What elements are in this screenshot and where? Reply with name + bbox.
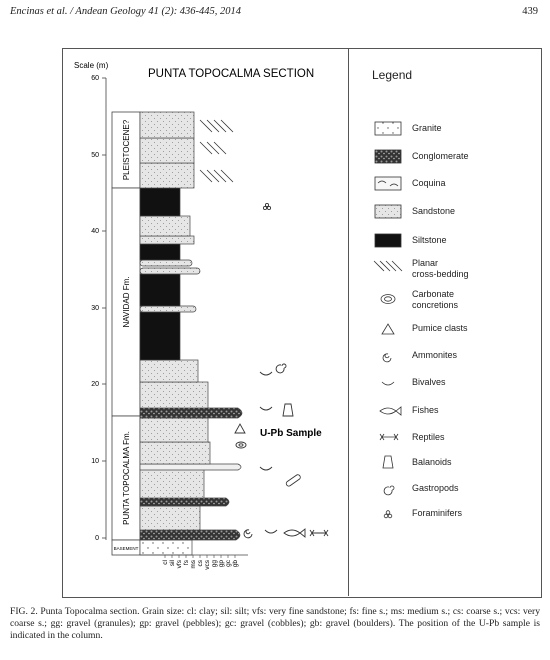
scale-ticks	[91, 75, 106, 542]
unit-label-punta-topocalma: PUNTA TOPOCALMA Fm.	[122, 431, 131, 525]
legend-label: Ammonites	[412, 350, 458, 360]
legend-label: Conglomerate	[412, 151, 469, 161]
foraminifer-icon	[384, 511, 392, 518]
grain-size-ticks	[165, 555, 235, 558]
column-beds	[140, 112, 242, 555]
bed-coquina-1	[140, 464, 241, 470]
grain-size-cs: cs	[197, 560, 204, 567]
scale-tick-60: 60	[91, 75, 99, 82]
figure-caption: FIG. 2. Punta Topocalma section. Grain size: cl: clay; sil: silt; vfs: very fine sandstone; fs: fine s.; ms: medium s.; cs: coarse s.; vcs: very coarse s.; gg: gravel (granules); gp: gravel (pebbles); gc: gravel (cobbles); gb: gravel (boulders). The position of the U-Pb sample is indicated in the column.	[10, 606, 540, 641]
grain-size-fs: fs	[183, 560, 190, 566]
bivalve-icon	[265, 530, 277, 533]
scale-tick-30: 30	[91, 305, 99, 312]
sandstone-icon	[375, 205, 401, 218]
bed-sandstone-6	[140, 360, 198, 382]
cross-bedding-icon	[374, 261, 402, 271]
siltstone-icon	[375, 234, 401, 247]
scale-tick-10: 10	[91, 458, 99, 465]
bed-sandstone-8	[140, 216, 190, 236]
scale-tick-0: 0	[95, 535, 99, 542]
bed-sandstone-4	[140, 418, 208, 442]
reptile-bone-icon	[285, 474, 301, 487]
unit-label-basement: BASEMENT	[113, 546, 139, 551]
legend-label: Sandstone	[412, 206, 456, 216]
grain-size-gp: gp	[218, 560, 225, 568]
grain-size-ms: ms	[190, 560, 197, 569]
legend-label: Granite	[412, 123, 442, 133]
bivalve-icon	[260, 372, 272, 375]
u-pb-sample-label: U-Pb Sample	[260, 428, 322, 439]
legend-label: Coquina	[412, 178, 446, 188]
cross-bedding-marks	[200, 120, 233, 182]
balanoid-icon	[283, 404, 293, 416]
fish-icon	[284, 529, 305, 537]
grain-size-gg: gg	[211, 560, 218, 568]
legend-label: Carbonate concretions	[412, 289, 459, 310]
bed-sandstone-11	[140, 112, 194, 138]
unit-label-navidad: NAVIDAD Fm.	[122, 276, 131, 328]
bivalve-icon	[382, 382, 394, 385]
bed-conglomerate-2	[140, 498, 229, 506]
grain-size-cl: cl	[162, 560, 169, 565]
bed-sandstone-10	[140, 138, 194, 163]
bed-sandstone-lens-2	[140, 268, 200, 274]
gastropod-icon	[276, 364, 286, 373]
legend-label: Foraminifers	[412, 508, 463, 518]
legend-label: Pumice clasts	[412, 323, 468, 333]
bed-sandstone-lens-1	[140, 306, 196, 312]
bed-conglomerate-1	[140, 530, 240, 540]
balanoid-icon	[383, 456, 393, 468]
legend-label: Planar cross-bedding	[412, 258, 469, 279]
legend-label: Gastropods	[412, 483, 459, 493]
running-title: Encinas et al. / Andean Geology 41 (2): 436-445, 2014	[10, 6, 242, 17]
bed-siltstone-4	[140, 188, 180, 216]
legend-label: Siltstone	[412, 235, 447, 245]
grain-size-gc: gc	[225, 560, 232, 567]
bed-conglomerate-3	[140, 408, 242, 418]
foraminifer-icon	[263, 203, 270, 209]
bed-siltstone-3	[140, 244, 180, 260]
legend-label: Fishes	[412, 405, 439, 415]
legend-title: Legend	[372, 68, 413, 82]
ammonite-icon	[244, 530, 252, 538]
grain-size-sil: sil	[169, 560, 176, 567]
reptile-icon	[380, 434, 398, 440]
grain-size-labels	[162, 559, 239, 570]
scale-tick-40: 40	[91, 228, 99, 235]
legend-label: Bivalves	[412, 377, 446, 387]
legend-symbols	[374, 122, 402, 518]
legend-label: Reptiles	[412, 432, 445, 442]
ammonite-icon	[383, 354, 391, 362]
bed-sandstone-1	[140, 506, 200, 530]
carbonate-concretions-icon	[381, 295, 395, 304]
scale-tick-50: 50	[91, 152, 99, 159]
bed-siltstone-1	[140, 312, 180, 360]
scale-tick-20: 20	[91, 381, 99, 388]
conglomerate-icon	[375, 150, 401, 163]
grain-size-gb: gb	[232, 560, 239, 568]
bed-sandstone-7	[140, 236, 194, 244]
bed-sandstone-lens-3	[140, 260, 192, 266]
gastropod-icon	[384, 486, 394, 495]
carbonate-concretions-icon	[236, 442, 246, 448]
page-number: 439	[522, 6, 538, 17]
bed-sandstone-9	[140, 163, 194, 188]
reptile-icon	[310, 530, 328, 536]
pumice-clasts-icon	[382, 324, 394, 334]
bed-sandstone-5	[140, 382, 208, 408]
bed-siltstone-2	[140, 274, 180, 306]
scale-label: Scale (m)	[74, 61, 109, 70]
bivalve-icon	[260, 467, 272, 470]
figure-title: PUNTA TOPOCALMA SECTION	[148, 68, 315, 80]
column-fossils	[235, 203, 328, 537]
bivalve-icon	[260, 407, 272, 410]
grain-size-vfs: vfs	[176, 560, 183, 569]
bed-sandstone-2	[140, 468, 204, 498]
pumice-clasts-icon	[235, 424, 245, 433]
coquina-icon	[375, 177, 401, 190]
grain-size-vcs: vcs	[204, 560, 211, 570]
fish-icon	[380, 407, 401, 415]
unit-label-pleistocene: PLEISTOCENE?	[122, 119, 131, 181]
granite-icon	[375, 122, 401, 135]
legend-label: Balanoids	[412, 457, 452, 467]
bed-sandstone-3	[140, 442, 210, 464]
bed-granite-basement	[140, 540, 192, 555]
